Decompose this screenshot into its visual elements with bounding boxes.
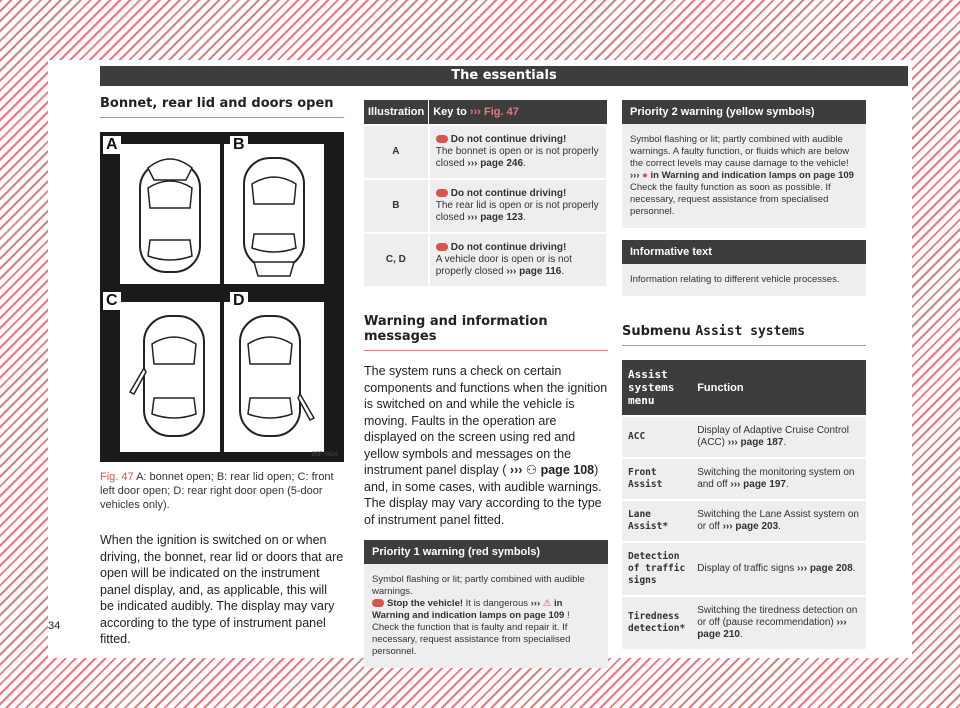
informative-body: Information relating to different vehicle processes.: [630, 274, 840, 285]
header-bar: The essentials: [100, 66, 908, 86]
table-row: [622, 458, 866, 500]
key-row-label: C, D: [364, 233, 429, 286]
key-table-col-key: [429, 100, 607, 125]
priority2-text2: Check the faulty function as soon as possible. If necessary, request assistance from specialised personnel.: [630, 182, 831, 217]
table-row: [622, 500, 866, 542]
page-number: 34: [48, 620, 61, 632]
warning-lamp-icon: [436, 135, 448, 143]
assist-row-key: Front Assist: [622, 458, 691, 500]
display-symbol-icon: ⚇: [525, 463, 538, 477]
table-row: [364, 179, 607, 233]
figure-label-d: D: [230, 292, 248, 310]
car-rear-lid-open-icon: [224, 144, 324, 284]
submenu-title-prefix: Submenu: [622, 324, 691, 339]
informative-title: Informative text: [622, 240, 866, 264]
key-row-label: B: [364, 179, 429, 233]
assist-row-key: Lane Assist*: [622, 500, 691, 542]
assist-row-func: Switching the tiredness detection on or off (pause recommendation) ››› page 210.: [691, 596, 866, 649]
submenu-title: [622, 324, 866, 346]
right-column: [622, 100, 866, 649]
figure-id: B5F-0604: [311, 452, 338, 458]
key-row-text: The bonnet is open or is not properly closed: [435, 146, 599, 169]
figure-panel-d: [224, 302, 324, 452]
assist-row-page-link[interactable]: ››› page 210: [697, 617, 847, 640]
figure-label-b: B: [230, 136, 248, 154]
assist-col-function: Function: [691, 360, 866, 416]
priority1-ref-link[interactable]: ››› ⚠ in Warning and indication lamps on page 109: [372, 598, 565, 621]
informative-box: [622, 240, 866, 296]
key-row-page-ref: page 116: [519, 266, 562, 277]
assist-row-page-ref: page 197: [743, 479, 786, 490]
page: [48, 60, 912, 658]
key-row-label: A: [364, 125, 429, 179]
key-table: [364, 100, 608, 286]
key-row-page-ref: page 246: [480, 158, 524, 169]
assist-row-key: ACC: [622, 416, 691, 458]
key-row-desc: Do not continue driving! The bonnet is open or is not properly closed ››› page 246.: [429, 125, 607, 179]
priority1-stop: Stop the vehicle!: [387, 598, 464, 609]
key-table-figure-ref[interactable]: ››› Fig. 47: [469, 106, 519, 118]
figure-number: Fig. 47: [100, 471, 134, 483]
key-row-page-link[interactable]: ››› page 246: [467, 158, 524, 169]
assist-row-page-link[interactable]: ››› page 208: [797, 563, 853, 574]
priority1-body: Symbol flashing or lit; partly combined with audible warnings. Stop the vehicle! It is dangerous ››› ⚠ in Warning and indication lamps on page 109 ! Check the function that is faulty and repair it. If necessary, request assistance from specialised personnel.: [372, 574, 585, 657]
assist-row-page-ref: page 187: [740, 437, 784, 448]
priority1-line1: Symbol flashing or lit; partly combined with audible warnings.: [372, 574, 585, 597]
key-row-text: The rear lid is open or is not properly closed: [435, 200, 599, 223]
table-row: [622, 416, 866, 458]
assist-row-page-ref: page 210: [697, 629, 740, 640]
assist-table: [622, 360, 866, 649]
priority1-title: Priority 1 warning (red symbols): [364, 540, 608, 564]
priority2-box: [622, 100, 866, 228]
warning-lamp-icon: [436, 243, 448, 251]
key-row-title: Do not continue driving!: [450, 242, 567, 253]
assist-row-func-text: Display of Adaptive Cruise Control (ACC): [697, 425, 849, 448]
assist-col-menu: Assist systems menu: [622, 360, 691, 416]
assist-row-func-text: Switching the Lane Assist system on or off: [697, 509, 859, 532]
assist-row-key: Tiredness detection*: [622, 596, 691, 649]
warning-body-part2: ) and, in some cases, with audible warnings. The display may vary according to the type of instrument panel fitted.: [364, 463, 602, 527]
submenu-title-code: Assist systems: [695, 324, 805, 339]
key-row-desc: Do not continue driving! A vehicle door is open or is not properly closed ››› page 116.: [429, 233, 607, 286]
assist-row-func-text: Switching the tiredness detection on or off (pause recommendation): [697, 605, 858, 628]
key-row-desc: Do not continue driving! The rear lid is open or is not properly closed ››› page 123.: [429, 179, 607, 233]
key-row-page-link[interactable]: ››› page 123: [467, 212, 524, 223]
left-body-text: When the ignition is switched on or when driving, the bonnet, rear lid or doors that are open will be indicated on the instrument panel display, and, as applicable, this will be indicated audibly. The display may vary according to the type of instrument panel fitted.: [100, 533, 344, 646]
warning-info-icon: ●: [642, 170, 648, 181]
figure-caption: [100, 470, 344, 512]
section-title-bonnet: Bonnet, rear lid and doors open: [100, 96, 344, 118]
priority2-text: Symbol flashing or lit; partly combined with audible warnings. A faulty function, or fluids which are below the correct levels may cause damage to the vehicle!: [630, 134, 850, 169]
assist-row-func: Switching the Lane Assist system on or off ››› page 203.: [691, 500, 866, 542]
priority2-ref-link[interactable]: ››› ● in Warning and indication lamps on page 109: [630, 170, 854, 181]
warning-messages-body: [364, 363, 608, 528]
assist-row-func-text: Display of traffic signs: [697, 563, 795, 574]
warning-lamp-icon: [436, 189, 448, 197]
priority2-body: [622, 124, 866, 228]
assist-row-func: Switching the monitoring system on and off ››› page 197.: [691, 458, 866, 500]
key-table-col-key-prefix: Key to: [433, 106, 467, 118]
car-rear-right-door-open-icon: [224, 302, 324, 452]
figure-47: [100, 132, 344, 462]
assist-row-page-ref: page 203: [735, 521, 779, 532]
assist-row-page-ref: page 208: [809, 563, 853, 574]
priority1-line3: Check the function that is faulty and repair it. If necessary, request assistance from specialised personnel.: [372, 622, 571, 657]
table-row: [364, 233, 607, 286]
assist-row-func: Display of Adaptive Cruise Control (ACC) ››› page 187.: [691, 416, 866, 458]
figure-panel-a: [120, 144, 220, 284]
warning-page-link[interactable]: ››› ⚇ page 108: [509, 463, 595, 477]
car-bonnet-open-icon: [120, 144, 220, 284]
warning-messages-title: Warning and information messages: [364, 314, 608, 351]
key-row-page-link[interactable]: ››› page 116: [506, 266, 562, 277]
assist-table-header: [622, 360, 866, 416]
key-table-figure-ref-text: Fig. 47: [483, 106, 519, 118]
figure-label-c: C: [103, 292, 121, 310]
warning-page-ref: page 108: [540, 463, 595, 477]
key-row-page-ref: page 123: [480, 212, 524, 223]
key-row-text: A vehicle door is open or is not properly closed: [435, 254, 572, 277]
figure-label-a: A: [103, 136, 121, 154]
figure-panel-b: [224, 144, 324, 284]
figure-caption-text: A: bonnet open; B: rear lid open; C: front left door open; D: rear right door open (5-door vehicles only).: [100, 471, 334, 511]
figure-panel-c: [120, 302, 220, 452]
key-table-header: [364, 100, 607, 125]
left-column: [100, 96, 344, 648]
priority2-title: Priority 2 warning (yellow symbols): [622, 100, 866, 124]
assist-row-page-link[interactable]: ››› page 187: [727, 437, 784, 448]
car-front-left-door-open-icon: [120, 302, 220, 452]
assist-row-page-link[interactable]: ››› page 197: [730, 479, 786, 490]
middle-column: [364, 100, 608, 668]
key-table-col-illustration: Illustration: [364, 100, 429, 125]
assist-row-key: Detection of traffic signs: [622, 542, 691, 596]
key-row-title: Do not continue driving!: [450, 188, 567, 199]
priority1-danger: It is dangerous: [465, 598, 528, 609]
warning-body-part1: The system runs a check on certain components and functions when the ignition is switched on and while the vehicle is moving. Faults in the operation are displayed on the screen using red and yellow symbols and messages on the instrument panel display (: [364, 364, 608, 477]
key-row-title: Do not continue driving!: [450, 134, 567, 145]
assist-row-func-text: Switching the monitoring system on and off: [697, 467, 855, 490]
priority1-box: [364, 540, 608, 668]
assist-row-page-link[interactable]: ››› page 203: [722, 521, 779, 532]
assist-row-func: Display of traffic signs ››› page 208.: [691, 542, 866, 596]
table-row: [622, 542, 866, 596]
table-row: [622, 596, 866, 649]
table-row: [364, 125, 607, 179]
priority1-ref: in Warning and indication lamps on page 109: [372, 598, 565, 621]
warning-triangle-icon: ⚠: [542, 598, 552, 609]
warning-lamp-icon: [372, 599, 384, 607]
priority2-ref: in Warning and indication lamps on page 109: [650, 170, 854, 181]
